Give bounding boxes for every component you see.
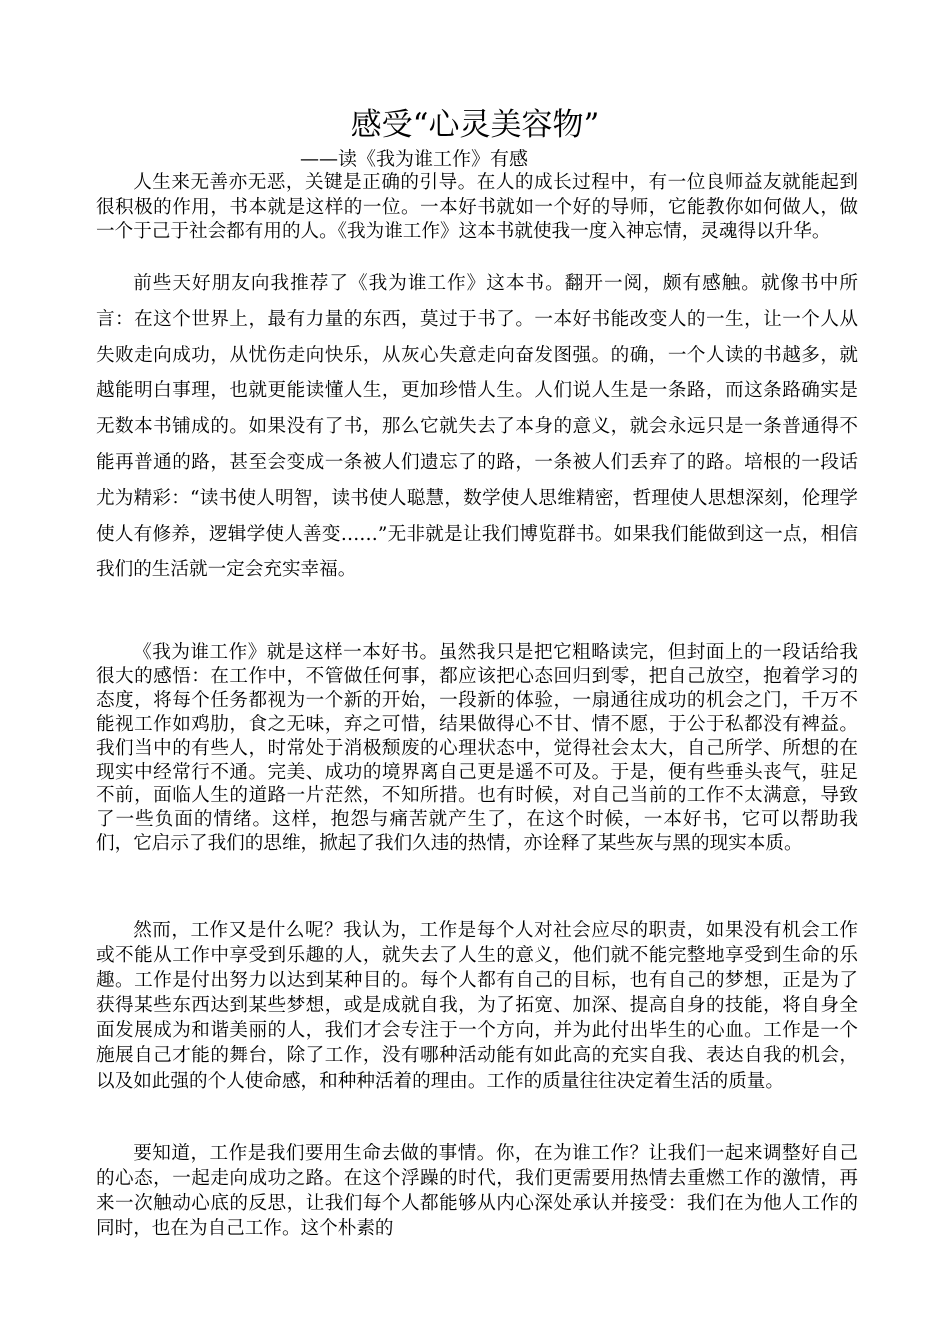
- paragraph-4: 然而，工作又是什么呢？我认为，工作是每个人对社会应尽的职责，如果没有机会工作或不能从工作中享受到乐趣的人，就失去了人生的意义，他们就不能完整地享受到生命的乐趣。工作是付出努力以达到某种目的。每个人都有自己的目标，也有自己的梦想，正是为了获得某些东西达到某些梦想，或是成就自我，为了拓宽、加深、提高自身的技能，将自身全面发展成为和谐美丽的人，我们才会专注于一个方向，并为此付出毕生的心血。工作是一个施展自己才能的舞台，除了工作，没有哪种活动能有如此高的充实自我、表达自我的机会，以及如此强的个人使命感，和种种活着的理由。工作的质量往往决定着生活的质量。: [96, 920, 858, 1092]
- document-subtitle: ——读《我为谁工作》有感: [300, 148, 529, 170]
- paragraph-2: 前些天好朋友向我推荐了《我为谁工作》这本书。翻开一阅，颇有感触。就像书中所言：在这个世界上，最有力量的东西，莫过于书了。一本好书能改变人的一生，让一个人从失败走向成功，从忧伤走向快乐，从灰心失意走向奋发图强。的确，一个人读的书越多，就越能明白事理，也就更能读懂人生，更加珍惜人生。人们说人生是一条路，而这条路确实是无数本书铺成的。如果没有了书，那么它就失去了本身的意义，就会永远只是一条普通得不能再普通的路，甚至会变成一条被人们遗忘了的路，一条被人们丢弃了的路。培根的一段话尤为精彩：“读书使人明智，读书使人聪慧，数学使人思维精密，哲理使人思想深刻，伦理学使人有修养，逻辑学使人善变……”无非就是让我们博览群书。如果我们能做到这一点，相信我们的生活就一定会充实幸福。: [96, 273, 858, 581]
- paragraph-1: 人生来无善亦无恶，关键是正确的引导。在人的成长过程中，有一位良师益友就能起到很积极的作用，书本就是这样的一位。一本好书就如一个好的导师，它能教你如何做人，做一个于己于社会都有用的人。《我为谁工作》这本书就使我一度入神忘情，灵魂得以升华。: [96, 172, 858, 242]
- paragraph-5: 要知道，工作是我们要用生命去做的事情。你，在为谁工作？让我们一起来调整好自己的心态，一起走向成功之路。在这个浮躁的时代，我们更需要用热情去重燃工作的激情，再来一次触动心底的反思，让我们每个人都能够从内心深处承认并接受：我们在为他人工作的同时，也在为自己工作。这个朴素的: [96, 1143, 858, 1240]
- paragraph-3: 《我为谁工作》就是这样一本好书。虽然我只是把它粗略读完，但封面上的一段话给我很大的感悟：在工作中，不管做任何事，都应该把心态回归到零，把自己放空，抱着学习的态度，将每个任务都视为一个新的开始，一段新的体验，一扇通往成功的机会之门，千万不能视工作如鸡肋，食之无味，弃之可惜，结果做得心不甘、情不愿，于公于私都没有裨益。我们当中的有些人，时常处于消极颓废的心理状态中，觉得社会太大，自己所学、所想的在现实中经常行不通。完美、成功的境界离自己更是遥不可及。于是，便有些垂头丧气，驻足不前，面临人生的道路一片茫然，不知所措。也有时候，对自己当前的工作不太满意，导致了一些负面的情绪。这样，抱怨与痛苦就产生了，在这个时候，一本好书，它可以帮助我们，它启示了我们的思维，掀起了我们久违的热情，亦诠释了某些灰与黑的现实本质。: [96, 642, 858, 855]
- document-title: 感受“心灵美容物”: [350, 107, 600, 143]
